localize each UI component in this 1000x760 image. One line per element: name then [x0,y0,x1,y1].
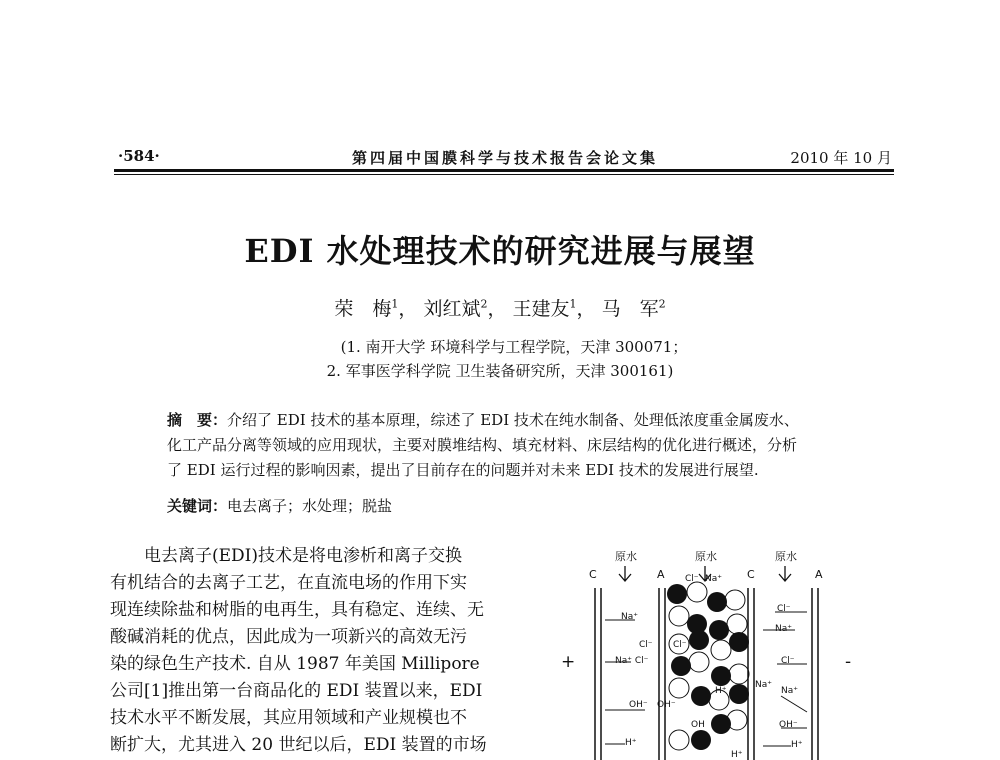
ion-label: H⁺ [731,750,743,760]
body-line: 有机结合的去离子工艺，在直流电场的作用下实 [110,573,467,593]
ion-arrow [781,696,807,712]
author-affiliation-mark: 2 [658,297,666,311]
keywords-label: 关键词： [167,497,228,515]
author-name: 刘红斌 [423,298,481,320]
author-affiliation-mark: 1 [391,297,399,311]
running-head [118,147,892,169]
cation-resin-bead [729,684,749,704]
membrane-label-c: C [747,568,755,581]
ion-label: Cl⁻ [781,656,795,666]
anion-resin-bead [729,664,749,684]
body-paragraph [110,543,490,759]
body-line: 断扩大，尤其进入 20 世纪以后，EDI 装置的市场 [110,735,487,755]
abstract-text: 介绍了 EDI 技术的基本原理，综述了 EDI 技术在纯水制备、处理低浓度重金属废水、 [227,411,799,429]
ion-label: Na⁺ [781,686,798,696]
ion-label: OH⁻ [779,720,798,730]
cation-resin-bead [729,632,749,652]
author-affiliation-mark: 1 [569,297,577,311]
anode-plus-sign: + [561,652,576,672]
anion-resin-bead [689,652,709,672]
affiliation-2: 2. 军事医学科学院 卫生装备研究所，天津 300161) [326,362,674,380]
ion-label: H⁺ [715,686,727,696]
cation-resin-bead [689,630,709,650]
body-line: 公司[1]推出第一台商品化的 EDI 装置以来，EDI [110,681,483,701]
ion-label: Cl⁻ [639,640,653,650]
anion-resin-bead [687,582,707,602]
membrane-label-a: A [815,568,823,581]
anion-resin-bead [669,678,689,698]
author-name: 王建友 [512,298,570,320]
body-line: 酸碱消耗的优点，因此成为一项新兴的高效无污 [110,627,467,647]
membrane-label-a: A [657,568,665,581]
anion-resin-bead [669,606,689,626]
raw-water-label: 原水 [775,550,797,563]
page-number: ·584· [118,147,160,165]
abstract-label: 摘 要： [167,411,228,429]
ion-label: Na⁺ [705,574,722,584]
cation-resin-bead [711,714,731,734]
issue-date: 2010 年 10 月 [790,149,892,167]
anion-resin-bead [727,614,747,634]
cation-resin-bead [707,592,727,612]
header-rule-thick [114,169,894,172]
body-line: 现连续除盐和树脂的电再生，具有稳定、连续、无 [110,600,484,620]
raw-water-label: 原水 [615,550,637,563]
cation-resin-bead [709,620,729,640]
cation-resin-bead [691,730,711,750]
cathode-minus-sign: - [845,652,852,672]
ion-label: OH [691,720,705,730]
membrane-label-c: C [589,568,597,581]
author-name: 荣 梅 [334,298,392,320]
author-name: 马 军 [601,298,659,320]
raw-water-label: 原水 [695,550,717,563]
raw-water-arrow [619,566,631,581]
ion-label: H⁺ [625,738,637,748]
ion-label: OH⁻ [657,700,676,710]
header-rule-thin [114,174,894,175]
ion-label: OH⁻ [629,700,648,710]
cation-resin-bead [711,666,731,686]
abstract-line [167,408,847,433]
cation-resin-bead [667,584,687,604]
body-line: 染的绿色生产技术. 自从 1987 年美国 Millipore [110,654,480,674]
cation-resin-bead [691,686,711,706]
ion-label: Cl⁻ [685,574,699,584]
ion-label: Cl⁻ [777,604,791,614]
ion-label: Na⁺ [755,680,772,690]
ion-label: Na⁺ [621,612,638,622]
ion-label: Na⁺ Cl⁻ [615,656,649,666]
ion-label: H⁺ [791,740,803,750]
anion-resin-bead [669,730,689,750]
abstract-line: 了 EDI 运行过程的影响因素，提出了目前存在的问题并对未来 EDI 技术的发展进行展望. [167,461,759,479]
author-affiliation-mark: 2 [480,297,488,311]
keywords [167,495,392,516]
edi-schematic-figure [545,540,875,760]
keywords-text: 电去离子；水处理；脱盐 [227,497,393,515]
abstract-line: 化工产品分离等领域的应用现状，主要对膜堆结构、填充材料、床层结构的优化进行概述，分析 [167,436,798,454]
abstract [167,408,847,483]
author-list: 荣 梅$^1$， 刘红斌$^2$， 王建友$^1$， 马 军$^2$ [334,297,666,320]
ion-label: Cl⁻ [673,640,687,650]
anion-resin-bead [725,590,745,610]
article-title: EDI 水处理技术的研究进展与展望 [244,232,756,270]
anion-resin-bead [711,640,731,660]
cation-resin-bead [671,656,691,676]
affiliation-1: (1. 南开大学 环境科学与工程学院，天津 300071； [340,338,688,356]
journal-title: 第四届中国膜科学与技术报告会论文集 [351,149,658,167]
body-line: 技术水平不断发展，其应用领域和产业规模也不 [110,708,467,728]
raw-water-arrow [779,566,791,581]
ion-label: Na⁺ [775,624,792,634]
body-line: 电去离子(EDI)技术是将电渗析和离子交换 [144,546,463,566]
